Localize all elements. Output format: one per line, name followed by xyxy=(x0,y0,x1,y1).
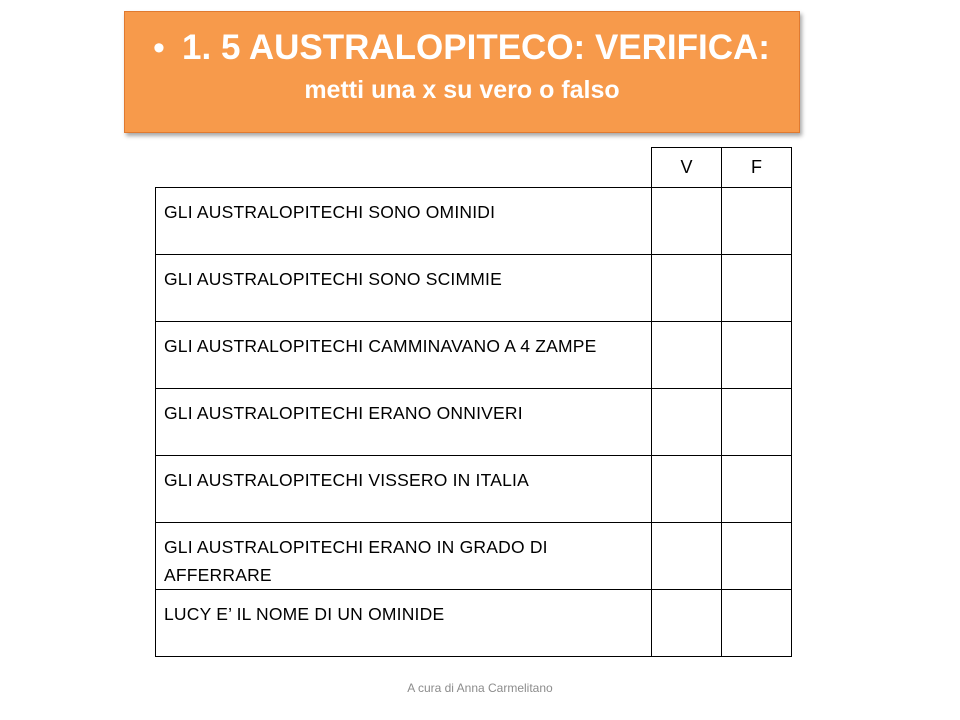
statement-cell: GLI AUSTRALOPITECHI SONO SCIMMIE xyxy=(156,255,652,322)
table-row xyxy=(156,590,792,657)
true-answer-cell[interactable] xyxy=(652,456,722,523)
statement-cell: GLI AUSTRALOPITECHI SONO OMINIDI xyxy=(156,188,652,255)
true-answer-cell[interactable] xyxy=(652,590,722,657)
table-row xyxy=(156,322,792,389)
slide-title: 1. 5 AUSTRALOPITECO: VERIFICA: xyxy=(182,28,770,67)
false-answer-cell[interactable] xyxy=(722,255,792,322)
false-answer-cell[interactable] xyxy=(722,590,792,657)
true-answer-cell[interactable] xyxy=(652,322,722,389)
slide-subtitle: metti una x su vero o falso xyxy=(304,76,620,104)
table-row xyxy=(156,389,792,456)
false-answer-cell[interactable] xyxy=(722,523,792,590)
true-answer-cell[interactable] xyxy=(652,389,722,456)
statement-cell: LUCY E’ IL NOME DI UN OMINIDE xyxy=(156,590,652,657)
table-row xyxy=(156,523,792,590)
title-box xyxy=(124,11,800,133)
true-answer-cell[interactable] xyxy=(652,523,722,590)
bullet-icon: • xyxy=(153,29,165,67)
column-header-true: V xyxy=(652,148,722,188)
table-row xyxy=(156,456,792,523)
table-header-row xyxy=(156,148,792,188)
footer-credit: A cura di Anna Carmelitano xyxy=(407,681,553,695)
true-answer-cell[interactable] xyxy=(652,188,722,255)
false-answer-cell[interactable] xyxy=(722,322,792,389)
statement-cell: GLI AUSTRALOPITECHI ERANO IN GRADO DI AFFERRARE xyxy=(156,523,652,590)
false-answer-cell[interactable] xyxy=(722,456,792,523)
false-answer-cell[interactable] xyxy=(722,389,792,456)
column-header-false: F xyxy=(722,148,792,188)
table-row xyxy=(156,255,792,322)
true-answer-cell[interactable] xyxy=(652,255,722,322)
header-blank-cell xyxy=(156,148,652,188)
statement-cell: GLI AUSTRALOPITECHI VISSERO IN ITALIA xyxy=(156,456,652,523)
table-row xyxy=(156,188,792,255)
false-answer-cell[interactable] xyxy=(722,188,792,255)
statement-cell: GLI AUSTRALOPITECHI CAMMINAVANO A 4 ZAMPE xyxy=(156,322,652,389)
statement-cell: GLI AUSTRALOPITECHI ERANO ONNIVERI xyxy=(156,389,652,456)
true-false-table xyxy=(155,147,792,657)
